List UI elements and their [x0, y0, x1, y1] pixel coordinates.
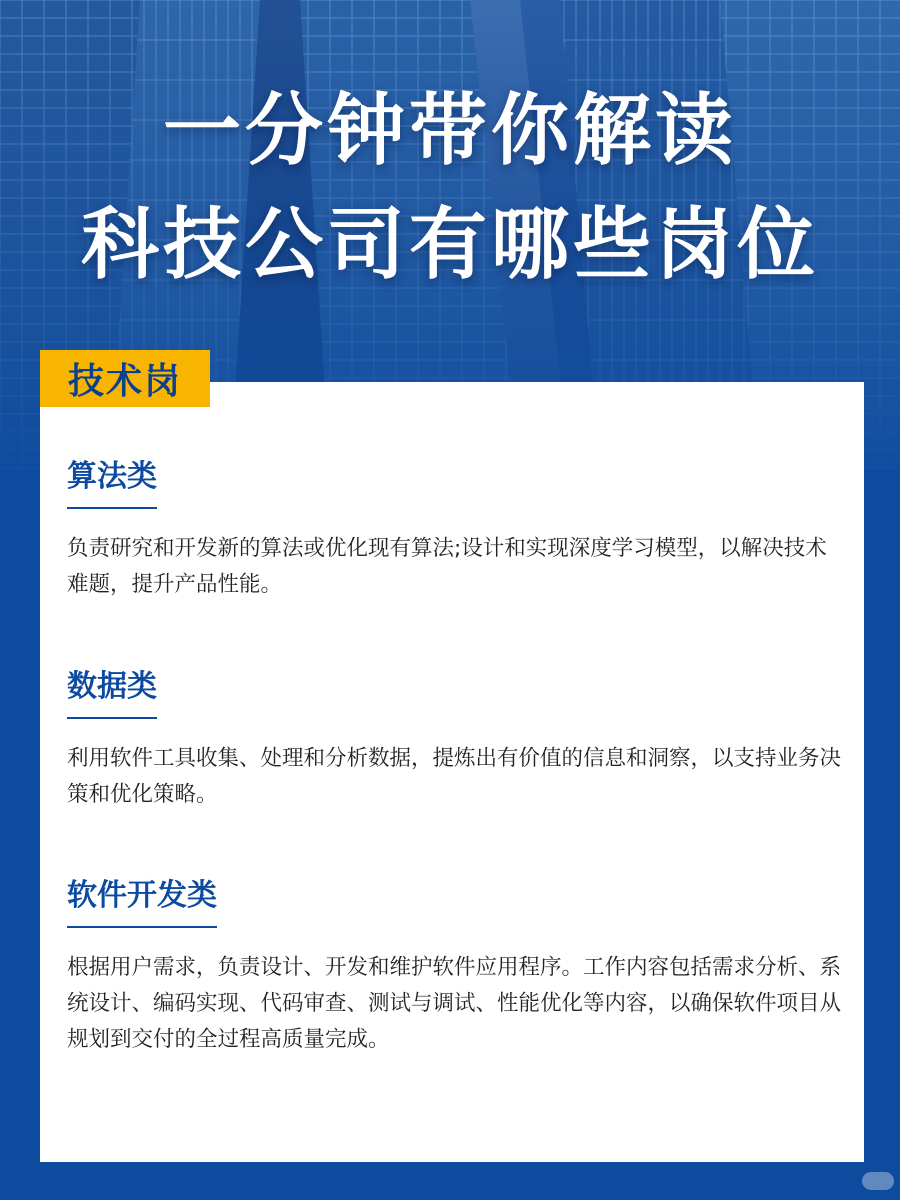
category-title: 软件开发类	[67, 874, 217, 928]
category-title: 算法类	[67, 455, 157, 509]
category-description: 负责研究和开发新的算法或优化现有算法;设计和实现深度学习模型，以解决技术难题，提升产品性能。	[67, 536, 827, 597]
watermark-logo-icon	[862, 1172, 894, 1190]
category-data	[67, 665, 847, 813]
page-title-line1: 一分钟带你解读	[162, 86, 737, 176]
category-description: 根据用户需求，负责设计、开发和维护软件应用程序。工作内容包括需求分析、系统设计、编码实现、代码审查、测试与调试、性能优化等内容，以确保软件项目从规划到交付的全过程高质量完成。	[67, 955, 842, 1052]
section-tag-technical: 技术岗	[40, 350, 210, 407]
category-title: 数据类	[67, 665, 157, 719]
category-description: 利用软件工具收集、处理和分析数据，提炼出有价值的信息和洞察，以支持业务决策和优化策略。	[67, 746, 842, 807]
category-algorithm	[67, 455, 847, 603]
category-software-dev	[67, 874, 847, 1058]
page-title-line2: 科技公司有哪些岗位	[80, 200, 819, 290]
